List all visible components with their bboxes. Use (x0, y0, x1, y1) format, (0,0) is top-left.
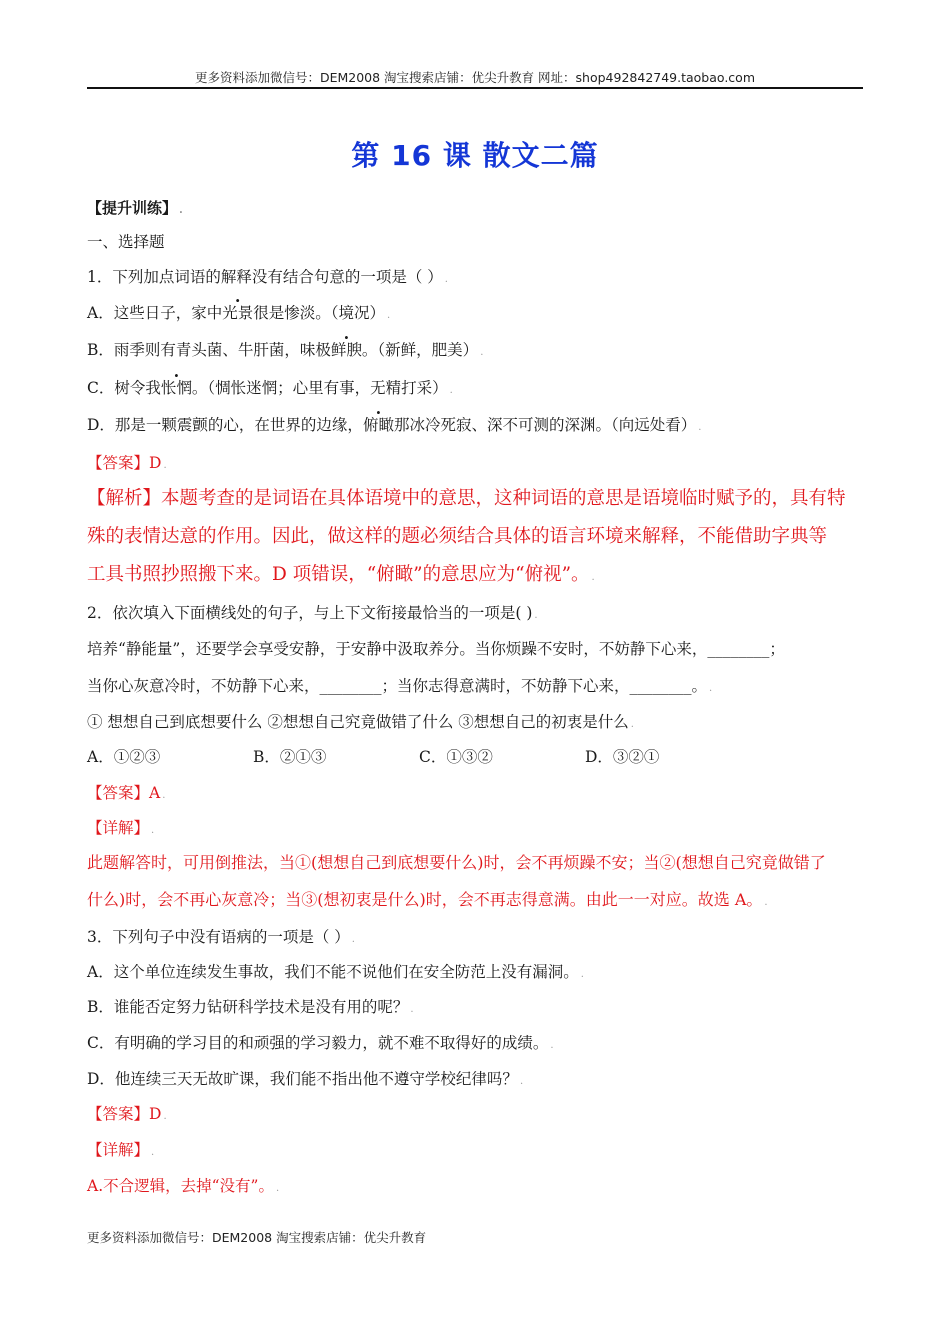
q2-detail-label: 【详解】 . (87, 819, 155, 837)
q2-stem-text: 2．依次填入下面横线处的句子，与上下文衔接最恰当的一项是( ) (87, 604, 533, 622)
q1-stem: 1．下列加点词语的解释没有结合句意的一项是（ ） . (87, 268, 448, 286)
q1-stem-text: 1．下列加点词语的解释没有结合句意的一项是（ ） (87, 268, 443, 286)
q1-d-post: 那冰冷死寂、深不可测的深渊。（向远处看） (393, 416, 697, 434)
q1-answer-text: 【答案】D (87, 454, 162, 472)
q2-option-b: B．②①③ (253, 748, 327, 766)
q2-passage-line-2-text: 当你心灰意冷时，不妨静下心来，________；当你志得意满时，不妨静下心来，________。 (87, 677, 708, 695)
q3-option-d: D．他连续三天无故旷课，我们能不指出他不遵守学校纪律吗？ . (87, 1070, 524, 1088)
q3-detail-label-text: 【详解】 (87, 1141, 150, 1159)
page-header: 更多资料添加微信号：DEM2008 淘宝搜索店铺：优尖升教育 网址：shop492842749.taobao.com (194, 70, 756, 85)
q1-c-post: 。（惆怅迷惘；心里有事，无精打采） (191, 379, 448, 397)
q3-option-b-text: B．谁能否定努力钻研科学技术是没有用的呢？ (87, 998, 409, 1016)
q1-a-post: 很是惨淡。（境况） (253, 304, 385, 322)
q1-c-dotted-word: 怅惘 (160, 379, 192, 397)
q1-option-c: C．树令我怅惘。（惆怅迷惘；心里有事，无精打采） . (87, 379, 453, 397)
page-footer: 更多资料添加微信号：DEM2008 淘宝搜索店铺：优尖升教育 (87, 1230, 427, 1245)
q3-detail: A.不合逻辑，去掉“没有”。 . (87, 1177, 280, 1195)
q1-d-pre: D．那是一颗震颤的心，在世界的边缘， (87, 416, 363, 434)
part-heading (87, 232, 165, 252)
q2-items-text: ① 想想自己到底想要什么 ②想想自己究竟做错了什么 ③想想自己的初衷是什么 (87, 713, 629, 731)
q2-answer-text: 【答案】A (87, 784, 161, 802)
part-text: 一、选择题 (87, 233, 165, 251)
section-label: 【提升训练】 . (87, 199, 183, 217)
q2-option-c: C．①③② (419, 748, 493, 766)
q1-c-pre: C．树令我 (87, 379, 161, 397)
q2-passage-line-2: 当你心灰意冷时，不妨静下心来，________；当你志得意满时，不妨静下心来，________。 . (87, 677, 713, 695)
q3-stem-text: 3．下列句子中没有语病的一项是（ ） (87, 928, 350, 946)
q1-a-pre: A．这些日子，家中 (87, 304, 223, 322)
q1-b-post: 。（新鲜，肥美） (361, 341, 479, 359)
q3-option-a-text: A．这个单位连续发生事故，我们不能不说他们在安全防范上没有漏洞。 (87, 963, 579, 981)
q2-answer: 【答案】A . (87, 784, 166, 802)
q2-detail-line-1: 此题解答时，可用倒推法，当①(想想自己到底想要什么)时，会不再烦躁不安；当②(想想自己究竟做错了 (87, 853, 826, 872)
q1-analysis-line-1: 【解析】本题考查的是词语在具体语境中的意思，这种词语的意思是语境临时赋予的，具有特 (87, 488, 846, 509)
q1-d-dotted-word: 俯瞰 (362, 416, 394, 434)
q3-option-b: B．谁能否定努力钻研科学技术是没有用的呢？ . (87, 998, 414, 1016)
q3-option-a: A．这个单位连续发生事故，我们不能不说他们在安全防范上没有漏洞。 . (87, 963, 584, 981)
q1-analysis-line-2: 殊的表情达意的作用。因此，做这样的题必须结合具体的语言环境来解释，不能借助字典等 (87, 526, 828, 547)
q1-b-pre: B．雨季则有青头菌、牛肝菌，味极 (87, 341, 331, 359)
section-text: 【提升训练】 (87, 199, 178, 217)
q3-stem: 3．下列句子中没有语病的一项是（ ） . (87, 928, 355, 946)
q2-stem: 2．依次填入下面横线处的句子，与上下文衔接最恰当的一项是( ) . (87, 604, 538, 622)
q2-detail-line-2-text: 什么)时，会不再心灰意冷；当③(想初衷是什么)时，会不再志得意满。由此一一对应。故选 A。 (87, 890, 763, 909)
q3-option-d-text: D．他连续三天无故旷课，我们能不指出他不遵守学校纪律吗？ (87, 1070, 518, 1088)
q1-option-b: B．雨季则有青头菌、牛肝菌，味极鲜腴。（新鲜，肥美） . (87, 341, 484, 359)
q3-detail-text: A.不合逻辑，去掉“没有”。 (87, 1177, 274, 1195)
q2-detail-label-text: 【详解】 (87, 819, 150, 837)
q1-b-dotted-word: 鲜腴 (330, 341, 362, 359)
q1-analysis-line-3: 工具书照抄照搬下来。D 项错误，“俯瞰”的意思应为“俯视”。 . (87, 564, 595, 585)
q3-detail-label: 【详解】 . (87, 1141, 155, 1159)
lesson-title: 第 16 课 散文二篇 (351, 139, 599, 172)
q2-items: ① 想想自己到底想要什么 ②想想自己究竟做错了什么 ③想想自己的初衷是什么 . (87, 713, 634, 731)
q2-passage-line-1: 培养“静能量”，还要学会享受安静，于安静中汲取养分。当你烦躁不安时，不妨静下心来，________； (87, 640, 785, 658)
q1-option-a: A．这些日子，家中光景很是惨淡。（境况） . (87, 304, 391, 322)
q1-a-dotted-word: 光景 (222, 304, 254, 322)
q1-analysis-line-3-text: 工具书照抄照搬下来。D 项错误，“俯瞰”的意思应为“俯视”。 (87, 564, 590, 585)
q2-option-a: A．①②③ (87, 748, 161, 766)
q2-option-d: D．③②① (585, 748, 660, 766)
q3-answer: 【答案】D . (87, 1105, 167, 1123)
header-divider (87, 87, 863, 89)
q2-detail-line-2: 什么)时，会不再心灰意冷；当③(想初衷是什么)时，会不再志得意满。由此一一对应。故选 A。 . (87, 890, 768, 909)
q3-option-c-text: C．有明确的学习目的和顽强的学习毅力，就不难不取得好的成绩。 (87, 1034, 549, 1052)
q2-options (87, 747, 659, 767)
q1-answer: 【答案】D . (87, 454, 167, 472)
q1-option-d: D．那是一颗震颤的心，在世界的边缘，俯瞰那冰冷死寂、深不可测的深渊。（向远处看） . (87, 416, 702, 434)
q3-answer-text: 【答案】D (87, 1105, 162, 1123)
q3-option-c: C．有明确的学习目的和顽强的学习毅力，就不难不取得好的成绩。 . (87, 1034, 554, 1052)
